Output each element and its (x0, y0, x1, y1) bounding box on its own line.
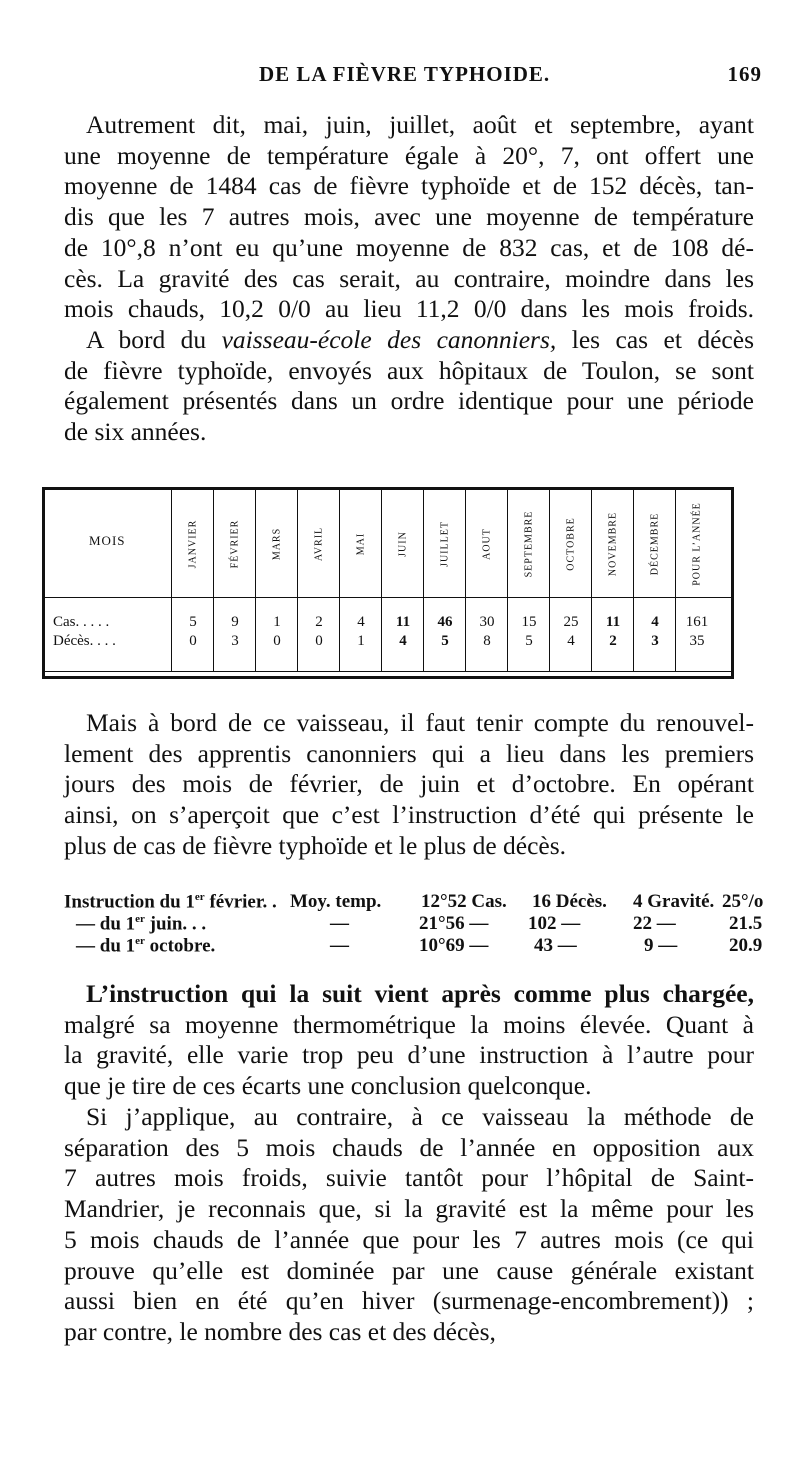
text-line: que je tire de ces écarts une conclusion quelconque. (64, 1071, 592, 1101)
column-header-cell (382, 490, 424, 597)
instr-deces: 102 — (528, 913, 581, 934)
table-column (675, 490, 718, 671)
text-line: jours des mois de février, de juin et d’octobre. En opérant (64, 769, 754, 799)
column-header: FÉVRIER (229, 519, 241, 568)
instr-pct: 25°/o (722, 891, 764, 912)
column-header: JUILLET (439, 520, 451, 567)
table-cell: 9 (231, 614, 239, 630)
column-header-cell (214, 490, 256, 597)
table-cell: 4 (357, 614, 365, 630)
text-line: Si j’applique, au contraire, à ce vaisseau la méthode de (86, 1102, 754, 1131)
column-header-cell (592, 490, 634, 597)
table-cell: 5 (525, 633, 533, 649)
instr-temp: 21°56 — (419, 913, 489, 934)
text-line: mois chauds, 10,2 0/0 au lieu 11,2 0/0 dans les mois froids. (64, 294, 754, 324)
text-line: de 10°,8 n’ont eu qu’une moyenne de 832 cas, et de 108 dé- (64, 232, 754, 262)
table-column (423, 490, 466, 671)
row-header-label: MOIS (89, 533, 126, 548)
table-column (507, 490, 550, 671)
text-line: malgré sa moyenne thermométrique la moins élevée. Quant à (64, 1009, 754, 1039)
column-header: OCTOBRE (565, 516, 577, 571)
column-header-cell (298, 490, 340, 597)
column-header: POUR L’ANNÉE (691, 501, 703, 586)
column-header-cell (172, 490, 214, 597)
text-line: aussi bien en été qu’en hiver (surmenage-encombrement)) ; (64, 1286, 754, 1316)
column-header-cell (508, 490, 550, 597)
text-line: 5 mois chauds de l’année que pour les 7 autres mois (ce qui (64, 1224, 754, 1254)
row-label-deces: Décès. . . . (53, 633, 116, 649)
column-header: MARS (271, 527, 283, 560)
column-header-cell (634, 490, 676, 597)
text-line: également présentés dans un ordre identique pour une période (64, 386, 754, 416)
instr-moy: — (330, 913, 349, 934)
table-cell: 11 (605, 614, 621, 630)
ship-name: vaisseau-école des canonniers, (221, 325, 557, 354)
table-cell: 1 (357, 633, 365, 649)
table-column (633, 490, 676, 671)
instr-gravite: 4 Gravité. (633, 891, 715, 912)
table-column (465, 490, 508, 671)
text-line: ainsi, on s’aperçoit que c’est l’instruction d’été qui présente le (64, 800, 754, 830)
text-line: moyenne de 1484 cas de fièvre typhoïde et de 152 décès, tan- (64, 171, 754, 201)
instr-pct: 20.9 (729, 935, 763, 956)
text-line: lement des apprentis canonniers qui a lieu dans les premiers (64, 738, 754, 768)
column-header-cell (676, 490, 718, 597)
table-column (549, 490, 592, 671)
text-line: L’instruction qui la suit vient après comme plus chargée, (86, 979, 754, 1008)
instr-temp: 12°52 Cas. (421, 891, 507, 912)
text-line: par contre, le nombre des cas et des décès, (64, 1316, 496, 1346)
column-header: JANVIER (187, 519, 199, 568)
table-cell: 161 (685, 614, 709, 630)
column-header: JUIN (397, 530, 409, 557)
table-cell: 25 (563, 614, 579, 630)
instr-label: — du 1er octobre. (76, 935, 216, 957)
table-cell: 5 (441, 633, 449, 649)
text-line: plus de cas de fièvre typhoïde et le plus de décès. (64, 830, 567, 860)
text-line: prouve qu’elle est dominée par une cause générale existant (64, 1255, 754, 1285)
column-header-cell (256, 490, 298, 597)
text-fragment: A bord du (86, 325, 222, 354)
text-line: dis que les 7 autres mois, avec une moyenne de température (64, 202, 754, 232)
text-line: Autrement dit, mai, juin, juillet, août et septembre, ayant (86, 110, 754, 139)
table-cell: 3 (651, 633, 659, 649)
instr-moy: — (330, 935, 349, 956)
paragraph-instruction (64, 979, 754, 1102)
table-column (339, 490, 382, 671)
text-line: 7 autres mois froids, suivie tantôt pour l’hôpital de Saint- (64, 1163, 754, 1193)
instr-pct: 21.5 (729, 913, 763, 934)
column-header: MAI (355, 532, 367, 555)
column-header: NOVEMBRE (607, 511, 619, 576)
text-line (64, 325, 754, 356)
instr-moy: Moy. temp. (290, 891, 382, 912)
paragraph-separation (64, 1102, 754, 1348)
table-cell: 8 (483, 633, 491, 649)
column-header-cell (466, 490, 508, 597)
table-cell: 4 (651, 614, 659, 630)
table-cell: 0 (315, 633, 323, 649)
table-column (297, 490, 340, 671)
table-cell: 2 (609, 633, 617, 649)
table-cell: 2 (315, 614, 323, 630)
text-line: de fièvre typhoïde, envoyés aux hôpitaux de Toulon, se sont (64, 355, 754, 385)
text-line: séparation des 5 mois chauds de l’année en opposition aux (64, 1132, 754, 1162)
text-line: la gravité, elle varie trop peu d’une instruction à l’autre pour (64, 1040, 754, 1070)
table-body (45, 490, 731, 672)
table-cell: 4 (567, 633, 575, 649)
running-title: DE LA FIÈVRE TYPHOIDE. (259, 62, 551, 86)
table-column (591, 490, 634, 671)
column-header-cell (550, 490, 592, 597)
table-cell: 11 (395, 614, 411, 630)
instr-temp: 10°69 — (419, 935, 489, 956)
table-column (255, 490, 298, 671)
table-column (171, 490, 214, 671)
instr-gravite: 9 — (644, 935, 678, 956)
row-label-cas: Cas. . . . . (53, 614, 110, 630)
column-header-cell (340, 490, 382, 597)
instr-deces: 43 — (534, 935, 577, 956)
table-cell: 0 (273, 633, 281, 649)
table-cell: 30 (479, 614, 495, 630)
column-header: AVRIL (313, 526, 325, 561)
table-cell: 15 (521, 614, 537, 630)
text-line: une moyenne de température égale à 20°, 7, ont offert une (64, 140, 754, 170)
instr-gravite: 22 — (633, 913, 676, 934)
instr-label: — du 1er juin. . . (76, 913, 207, 935)
instr-label: Instruction du 1er février. . (64, 891, 277, 913)
paragraph-vaisseau (64, 325, 754, 448)
table-cell: 46 (437, 614, 453, 630)
text-line: cès. La gravité des cas serait, au contraire, moindre dans les (64, 263, 754, 293)
table-cell: 5 (189, 614, 197, 630)
text-line: Mandrier, je reconnais que, si la gravité est la même pour les (64, 1194, 754, 1224)
page-number: 169 (727, 62, 762, 86)
column-header-cell (424, 490, 466, 597)
table-cell: 1 (273, 614, 281, 630)
column-header: AOUT (481, 527, 493, 560)
table-column (381, 490, 424, 671)
table-cell: 35 (689, 633, 705, 649)
table-cell: 3 (231, 633, 239, 649)
monthly-table (42, 487, 734, 679)
column-header: SEPTEMBRE (523, 510, 535, 577)
paragraph-renouvellement (64, 708, 754, 862)
text-fragment: les cas et décès (556, 325, 754, 354)
table-cell: 0 (189, 633, 197, 649)
table-column (213, 490, 256, 671)
running-head (64, 62, 762, 92)
text-line: de six années. (64, 417, 207, 447)
paragraph-temperature (64, 110, 754, 325)
column-header: DÉCEMBRE (649, 512, 661, 575)
table-cell: 4 (399, 633, 407, 649)
text-line: Mais à bord de ce vaisseau, il faut tenir compte du renouvel- (86, 708, 754, 737)
instr-deces: 16 Décès. (532, 891, 607, 912)
